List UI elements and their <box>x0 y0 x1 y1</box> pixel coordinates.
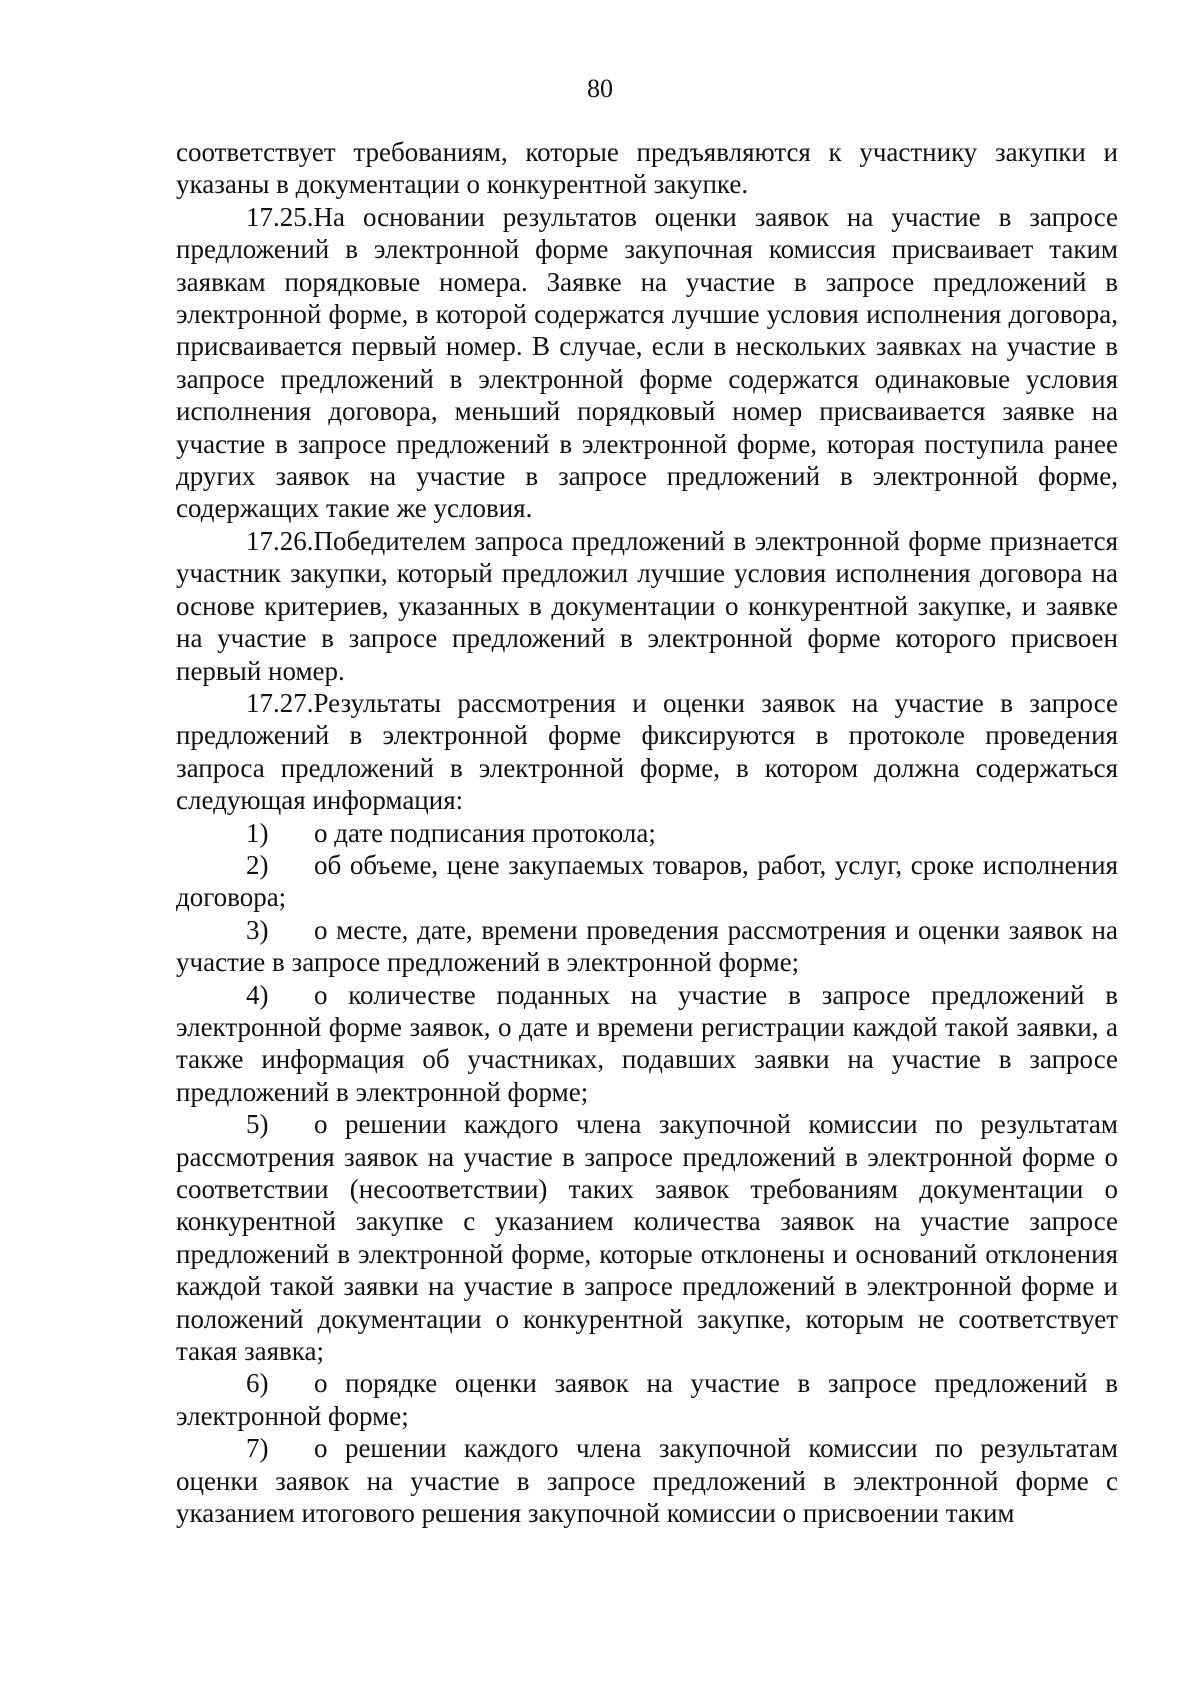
list-item-2 <box>176 849 1118 914</box>
list-item-3 <box>176 914 1118 979</box>
list-item-text: о количестве поданных на участие в запросе предложений в электронной форме заявок, о дате и времени регистрации каждой такой заявки, а также информация об участниках, подавших заявки на участие в запросе предложений в электронной форме; <box>176 979 1118 1107</box>
list-item-number: 2) <box>246 849 269 880</box>
list-item-text: об объеме, цене закупаемых товаров, работ, услуг, сроке исполнения договора; <box>176 849 1118 913</box>
list-item-number: 1) <box>246 817 269 848</box>
list-item-text: о месте, дате, времени проведения рассмотрения и оценки заявок на участие в запросе предложений в электронной форме; <box>176 914 1118 978</box>
page-number: 80 <box>587 74 613 103</box>
list-item-text: о решении каждого члена закупочной комиссии по результатам оценки заявок на участие в запросе предложений в электронной форме с указанием итогового решения закупочной комиссии о присвоении таким <box>176 1433 1118 1529</box>
list-item-text: о дате подписания протокола; <box>314 817 656 848</box>
paragraph-17-25: 17.25.На основании результатов оценки заявок на участие в запросе предложений в электронной форме закупочная комиссия присваивает таким заявкам порядковые номера. Заявке на участие в запросе предложений в электронной форме, в которой содержатся лучшие условия исполнения договора, присваивается первый номер. В случае, если в нескольких заявках на участие в запросе предложений в электронной форме содержатся одинаковые условия исполнения договора, меньший порядковый номер присваивается заявке на участие в запросе предложений в электронной форме, которая поступила ранее других заявок на участие в запросе предложений в электронной форме, содержащих такие же условия. <box>176 201 1118 524</box>
paragraph-17-27: 17.27.Результаты рассмотрения и оценки заявок на участие в запросе предложений в электронной форме фиксируются в протоколе проведения запроса предложений в электронной форме, в котором должна содержаться следующая информация: <box>176 687 1118 816</box>
list-item-text: о решении каждого члена закупочной комиссии по результатам рассмотрения заявок на участие в запросе предложений в электронной форме о соответствии (несоответствии) таких заявок требованиям документации о конкурентной закупке с указанием количества заявок на участие запросе предложений в электронной форме, которые отклонены и оснований отклонения каждой такой заявки на участие в запросе предложений в электронной форме и положений документации о конкурентной закупке, которым не соответствует такая заявка; <box>176 1109 1118 1367</box>
document-body <box>176 136 1118 1529</box>
list-item-number: 3) <box>246 914 269 945</box>
list-item-1 <box>176 817 1118 849</box>
list-item-4 <box>176 979 1118 1109</box>
list-item-6 <box>176 1367 1118 1432</box>
list-item-number: 4) <box>246 979 269 1010</box>
list-item-number: 6) <box>246 1368 269 1399</box>
list-item-text: о порядке оценки заявок на участие в запросе предложений в электронной форме; <box>176 1368 1118 1431</box>
paragraph-17-26: 17.26.Победителем запроса предложений в электронной форме признается участник закупки, который предложил лучшие условия исполнения договора на основе критериев, указанных в документации о конкурентной закупке, и заявке на участие в запросе предложений в электронной форме которого присвоен первый номер. <box>176 525 1118 686</box>
list-item-number: 7) <box>246 1433 269 1464</box>
list-item-5 <box>176 1108 1118 1367</box>
list-item-7 <box>176 1432 1118 1529</box>
paragraph-continuation: соответствует требованиям, которые предъявляются к участнику закупки и указаны в документации о конкурентной закупке. <box>176 137 1118 200</box>
list-item-number: 5) <box>246 1109 269 1140</box>
